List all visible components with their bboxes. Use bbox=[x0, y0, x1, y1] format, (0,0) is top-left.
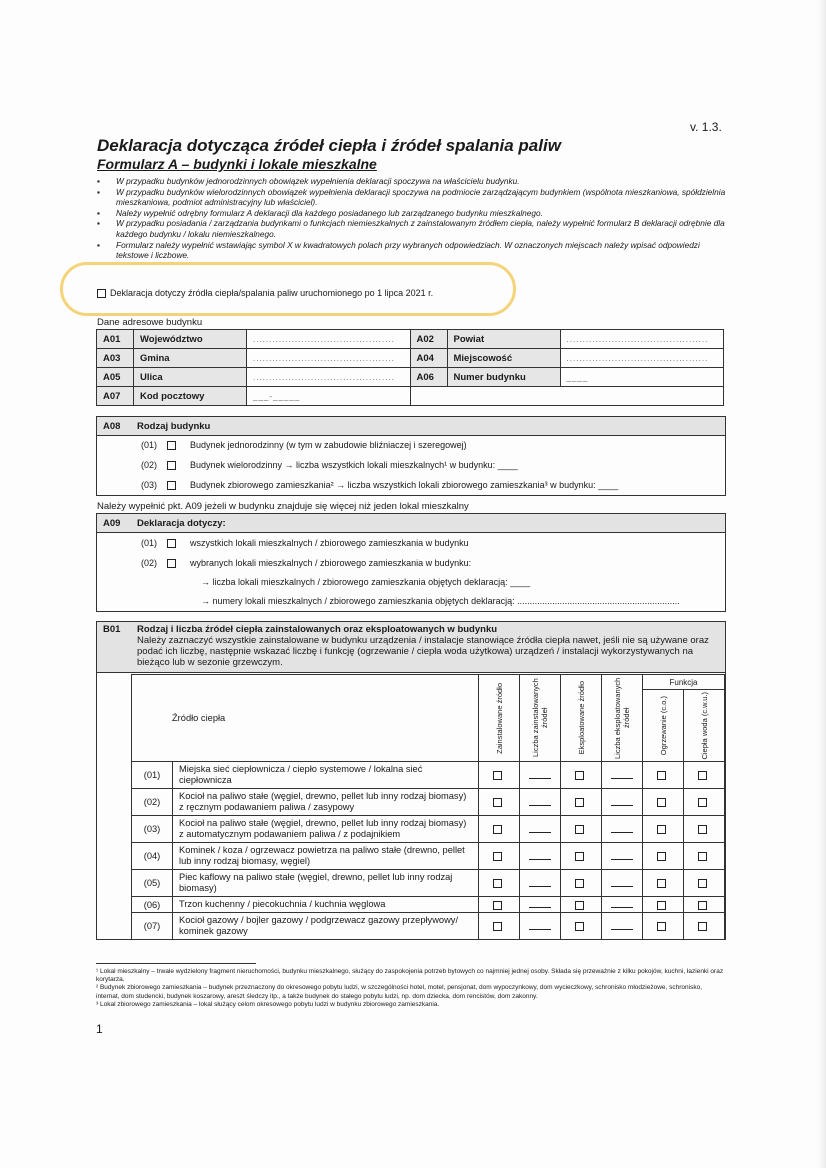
field-label: Miejscowość bbox=[447, 349, 560, 368]
water-checkbox[interactable] bbox=[698, 771, 707, 780]
used-count-input[interactable] bbox=[611, 899, 633, 908]
used-checkbox[interactable] bbox=[575, 879, 584, 888]
used-checkbox[interactable] bbox=[575, 825, 584, 834]
section-code: A09 bbox=[103, 517, 121, 529]
row-source-name: Kocioł na paliwo stałe (węgiel, drewno, pellet lub inny rodzaj biomasy) z ręcznym podawaniem paliwa / zasypowy bbox=[173, 789, 479, 816]
section-code: B01 bbox=[103, 624, 121, 635]
used-count-input[interactable] bbox=[611, 851, 633, 860]
row-source-name: Miejska sieć ciepłownicza / ciepło systemowe / lokalna sieć ciepłownicza bbox=[173, 762, 479, 789]
row-number: (04) bbox=[132, 843, 173, 870]
installed-checkbox[interactable] bbox=[493, 825, 502, 834]
row-number: (03) bbox=[132, 816, 173, 843]
col-water-text: Ciepła woda (c.w.u.) bbox=[699, 691, 709, 760]
page-edge-shadow bbox=[818, 0, 826, 1168]
option-number: (01) bbox=[141, 440, 158, 450]
used-checkbox[interactable] bbox=[575, 922, 584, 931]
section-title: Deklaracja dotyczy: bbox=[137, 517, 226, 529]
option-number: (02) bbox=[141, 558, 158, 568]
used-checkbox[interactable] bbox=[575, 771, 584, 780]
option-label: Budynek zbiorowego zamieszkania² → liczba wszystkich lokali zbiorowego zamieszkania³ w budynku: ____ bbox=[190, 480, 619, 490]
option-checkbox[interactable] bbox=[167, 559, 176, 568]
col-water-header bbox=[684, 690, 725, 762]
footnote: ¹ Lokal mieszkalny – trwale wydzielony fragment nieruchomości, budynku mieszkalnego, służący do zaspokojenia potrzeb bytowych co najmniej jednej osoby. Składa się przeważnie z kilku pokojów, kuchni, łazienki oraz korytarza. bbox=[96, 968, 724, 984]
field-label: Gmina bbox=[134, 349, 247, 368]
instruction-item: ▪ W przypadku budynków wielorodzinnych obowiązek wypełnienia deklaracji spoczywa na podmiocie zarządzającym budynkiem (wspólnota mieszkaniowa, spółdzielnia mieszkaniowa, podmiot administracyjny lub właściciel). bbox=[97, 187, 727, 208]
used-count-input[interactable] bbox=[611, 770, 633, 779]
used-checkbox[interactable] bbox=[575, 901, 584, 910]
installed-count-input[interactable] bbox=[529, 770, 551, 779]
row-source-name: Piec kaflowy na paliwo stałe (węgiel, drewno, pellet lub inny rodzaj biomasy) bbox=[173, 870, 479, 897]
col-used-header bbox=[561, 675, 602, 762]
address-table bbox=[96, 329, 724, 406]
option-checkbox[interactable] bbox=[167, 461, 176, 470]
post-2021-checkbox[interactable] bbox=[97, 289, 106, 298]
footnote: ² Budynek zbiorowego zamieszkania – budynek przeznaczony do okresowego pobytu ludzi, w szczególności hotel, motel, pensjonat, dom wypoczynkowy, dom wycieczkowy, schronisko młodzieżowe, schronisko, internat, dom studencki, budynek koszarowy, areszt śledczy itp., a także budynek do stałego pobytu ludzi, np. dom dziecka, dom rencistów, dom zakonny. bbox=[96, 984, 702, 1000]
selected-numbers-line[interactable]: → numery lokali mieszkalnych / zbiorowego zamieszkania objętych deklaracją: ................................................................. bbox=[201, 596, 680, 606]
field-code: A07 bbox=[97, 387, 134, 406]
form-subtitle: Formularz A – budynki i lokale mieszkalne bbox=[97, 156, 377, 172]
option-label: wybranych lokali mieszkalnych / zbiorowego zamieszkania w budynku: bbox=[190, 558, 472, 568]
row-source-name: Kocioł na paliwo stałe (węgiel, drewno, pellet lub inny rodzaj biomasy) z automatycznym podawaniem paliwa / z podajnikiem bbox=[173, 816, 479, 843]
instructions-list bbox=[97, 176, 727, 261]
heating-checkbox[interactable] bbox=[657, 825, 666, 834]
empty-cell bbox=[410, 387, 724, 406]
col-used-text: Eksploatowane źródło bbox=[576, 681, 586, 755]
heating-checkbox[interactable] bbox=[657, 901, 666, 910]
water-checkbox[interactable] bbox=[698, 825, 707, 834]
voivodeship-input[interactable]: ............................................ bbox=[247, 330, 411, 349]
option-number: (03) bbox=[141, 480, 158, 490]
col-heating-text: Ogrzewanie (c.o.) bbox=[658, 695, 668, 756]
heat-sources-section bbox=[96, 621, 726, 940]
heat-sources-table bbox=[131, 674, 725, 940]
field-label: Numer budynku bbox=[447, 368, 560, 387]
row-number: (05) bbox=[132, 870, 173, 897]
field-code: A04 bbox=[410, 349, 447, 368]
municipality-input[interactable]: ............................................ bbox=[247, 349, 411, 368]
building-type-option[interactable] bbox=[141, 460, 518, 470]
form-version: v. 1.3. bbox=[690, 120, 722, 134]
heating-checkbox[interactable] bbox=[657, 922, 666, 931]
field-label: Powiat bbox=[447, 330, 560, 349]
postal-code-input[interactable]: ___-_____ bbox=[247, 387, 411, 406]
option-label: Budynek jednorodzinny (w tym w zabudowie bliźniaczej i szeregowej) bbox=[190, 440, 467, 450]
col-used-count-text: Liczba eksploatowanych źródeł bbox=[613, 677, 631, 759]
instruction-item: ▪ Należy wypełnić odrębny formularz A deklaracji dla każdego posiadanego lub zarządzanego budynku mieszkalnego. bbox=[97, 208, 727, 219]
water-checkbox[interactable] bbox=[698, 922, 707, 931]
option-number: (02) bbox=[141, 460, 158, 470]
field-code: A03 bbox=[97, 349, 134, 368]
section-code: A08 bbox=[103, 420, 121, 432]
declaration-scope-section bbox=[96, 513, 726, 612]
locality-input[interactable]: ............................................ bbox=[560, 349, 724, 368]
field-code: A01 bbox=[97, 330, 134, 349]
col-installed-header bbox=[479, 675, 520, 762]
option-checkbox[interactable] bbox=[167, 539, 176, 548]
col-function-header: Funkcja bbox=[643, 675, 725, 690]
col-installed-count-text: Liczba zainstalowanych źródeł bbox=[531, 678, 549, 758]
heating-checkbox[interactable] bbox=[657, 852, 666, 861]
footnote: ³ Lokal zbiorowego zamieszkania – lokal służący celom okresowego pobytu ludzi w budynku zbiorowego zamieszkania. bbox=[96, 1000, 440, 1008]
col-used-count-header bbox=[602, 675, 643, 762]
post-2021-declaration[interactable] bbox=[97, 288, 433, 298]
used-checkbox[interactable] bbox=[575, 798, 584, 807]
table-row bbox=[132, 897, 725, 913]
installed-count-input[interactable] bbox=[529, 878, 551, 887]
field-code: A05 bbox=[97, 368, 134, 387]
row-number: (02) bbox=[132, 789, 173, 816]
address-caption: Dane adresowe budynku bbox=[97, 317, 203, 328]
option-label: Budynek wielorodzinny → liczba wszystkich lokali mieszkalnych¹ w budynku: ____ bbox=[190, 460, 518, 470]
water-checkbox[interactable] bbox=[698, 852, 707, 861]
row-number: (06) bbox=[132, 897, 173, 913]
used-count-input[interactable] bbox=[611, 824, 633, 833]
table-row bbox=[132, 762, 725, 789]
water-checkbox[interactable] bbox=[698, 798, 707, 807]
a09-caption: Należy wypełnić pkt. A09 jeżeli w budynku znajduje się więcej niż jeden lokal mieszkalny bbox=[97, 501, 469, 512]
footnote-divider bbox=[96, 963, 256, 964]
col-heating-header bbox=[643, 690, 684, 762]
building-type-option[interactable] bbox=[141, 480, 618, 490]
heating-checkbox[interactable] bbox=[657, 798, 666, 807]
instruction-item: ▪ Formularz należy wypełnić wstawiając symbol X w kwadratowych polach przy wybranych odpowiedziach. W oznaczonych miejscach należy wpisać odpowiedzi tekstowe i liczbowe. bbox=[97, 240, 727, 261]
used-count-input[interactable] bbox=[611, 797, 633, 806]
street-input[interactable]: ............................................ bbox=[247, 368, 411, 387]
county-input[interactable]: ............................................ bbox=[560, 330, 724, 349]
col-source-header: Źródło ciepła bbox=[132, 675, 479, 762]
option-number: (01) bbox=[141, 538, 158, 548]
option-checkbox[interactable] bbox=[167, 441, 176, 450]
post-2021-label: Deklaracja dotyczy źródła ciepła/spalania paliw uruchomionego po 1 lipca 2021 r. bbox=[110, 288, 434, 298]
installed-count-input[interactable] bbox=[529, 851, 551, 860]
heating-checkbox[interactable] bbox=[657, 879, 666, 888]
building-type-option[interactable] bbox=[141, 440, 467, 450]
used-count-input[interactable] bbox=[611, 878, 633, 887]
field-code: A02 bbox=[410, 330, 447, 349]
field-label: Kod pocztowy bbox=[134, 387, 247, 406]
row-number: (01) bbox=[132, 762, 173, 789]
installed-checkbox[interactable] bbox=[493, 852, 502, 861]
installed-checkbox[interactable] bbox=[493, 922, 502, 931]
page-number: 1 bbox=[96, 1022, 103, 1036]
section-title: Rodzaj i liczba źródeł ciepła zainstalowanych oraz eksploatowanych w budynku bbox=[137, 624, 498, 635]
selected-count-line[interactable]: → liczba lokali mieszkalnych / zbiorowego zamieszkania objętych deklaracją: ____ bbox=[201, 577, 531, 587]
scope-option[interactable] bbox=[141, 538, 469, 548]
used-checkbox[interactable] bbox=[575, 852, 584, 861]
building-type-section bbox=[96, 416, 726, 496]
installed-checkbox[interactable] bbox=[493, 771, 502, 780]
field-label: Województwo bbox=[134, 330, 247, 349]
scope-option[interactable] bbox=[141, 558, 471, 568]
installed-checkbox[interactable] bbox=[493, 901, 502, 910]
used-count-input[interactable] bbox=[611, 921, 633, 930]
field-code: A06 bbox=[410, 368, 447, 387]
installed-checkbox[interactable] bbox=[493, 879, 502, 888]
col-installed-text: Zainstalowane źródło bbox=[494, 682, 504, 754]
water-checkbox[interactable] bbox=[698, 901, 707, 910]
instruction-item: ▪ W przypadku budynków jednorodzinnych obowiązek wypełnienia deklaracji spoczywa na właścicielu budynku. bbox=[97, 176, 727, 187]
col-installed-count-header bbox=[520, 675, 561, 762]
form-title: Deklaracja dotycząca źródeł ciepła i źródeł spalania paliw bbox=[97, 136, 561, 155]
row-number: (07) bbox=[132, 913, 173, 940]
section-header bbox=[97, 417, 725, 436]
water-checkbox[interactable] bbox=[698, 879, 707, 888]
section-title: Rodzaj budynku bbox=[137, 420, 211, 432]
option-label: wszystkich lokali mieszkalnych / zbiorowego zamieszkania w budynku bbox=[190, 538, 469, 548]
installed-count-input[interactable] bbox=[529, 899, 551, 908]
row-source-name: Trzon kuchenny / piecokuchnia / kuchnia węglowa bbox=[173, 897, 479, 913]
table-row bbox=[132, 913, 725, 940]
table-row bbox=[132, 870, 725, 897]
section-header bbox=[97, 622, 725, 673]
section-header bbox=[97, 514, 725, 533]
row-source-name: Kominek / koza / ogrzewacz powietrza na paliwo stałe (drewno, pellet lub inny rodzaj biomasy, węgiel) bbox=[173, 843, 479, 870]
row-source-name: Kocioł gazowy / bojler gazowy / podgrzewacz gazowy przepływowy/ kominek gazowy bbox=[173, 913, 479, 940]
section-description: Należy zaznaczyć wszystkie zainstalowane w budynku urządzenia / instalacje stanowiące źródła ciepła nawet, jeśli nie są używane oraz podać ich liczbę, następnie wskazać liczbę i funkcję (ogrzewanie / ciepła woda użytkowa) urządzeń / instalacji wykorzystywanych na bieżąco lub w sezonie grzewczym. bbox=[137, 635, 709, 668]
installed-count-input[interactable] bbox=[529, 824, 551, 833]
heating-checkbox[interactable] bbox=[657, 771, 666, 780]
installed-checkbox[interactable] bbox=[493, 798, 502, 807]
field-label: Ulica bbox=[134, 368, 247, 387]
installed-count-input[interactable] bbox=[529, 797, 551, 806]
table-row bbox=[132, 843, 725, 870]
building-number-input[interactable]: ____ bbox=[560, 368, 724, 387]
instruction-item: ▪ W przypadku posiadania / zarządzania budynkami o funkcjach niemieszkalnych z zainstalowanym źródłem ciepła, należy wypełnić formularz B deklaracji odrębnie dla każdego budynku / lokalu niemieszkalnego. bbox=[97, 218, 727, 239]
option-checkbox[interactable] bbox=[167, 481, 176, 490]
installed-count-input[interactable] bbox=[529, 921, 551, 930]
table-row bbox=[132, 789, 725, 816]
footnotes bbox=[96, 968, 726, 1009]
table-row bbox=[132, 816, 725, 843]
